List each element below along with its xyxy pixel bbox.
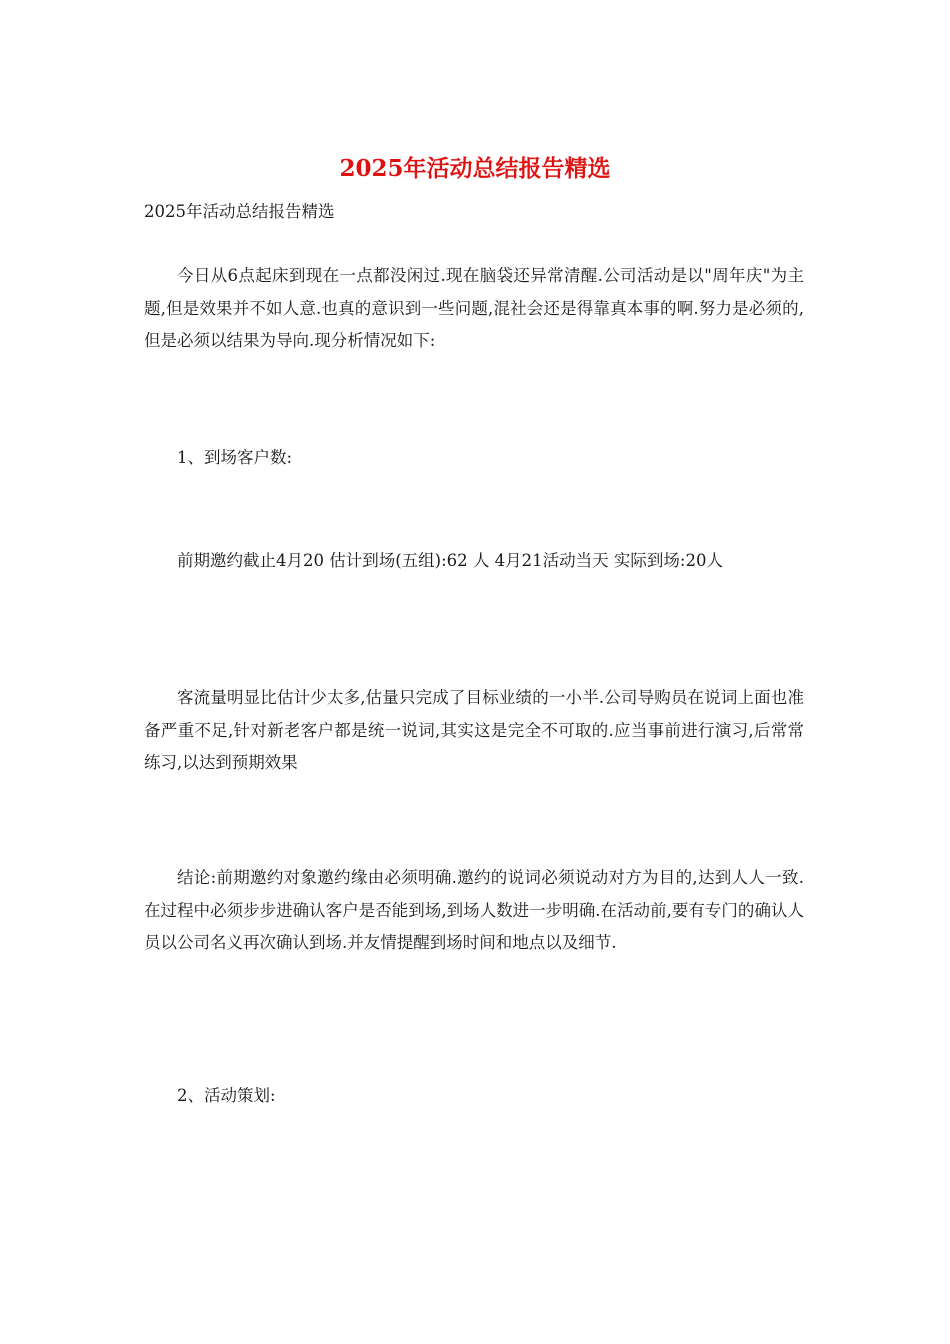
document-subtitle: 2025年活动总结报告精选 — [144, 202, 335, 221]
section-heading-planning: 2、活动策划: — [177, 1086, 276, 1105]
analysis-paragraph: 客流量明显比估计少太多,估量只完成了目标业绩的一小半.公司导购员在说词上面也准备严重不足,针对新老客户都是统一说词,其实这是完全不可取的.应当事前进行演习,后常常练习,以达到预期效果 — [144, 688, 804, 772]
document-title: 2025年活动总结报告精选 — [339, 155, 611, 182]
intro-paragraph: 今日从6点起床到现在一点都没闲过.现在脑袋还异常清醒.公司活动是以"周年庆"为主题,但是效果并不如人意.也真的意识到一些问题,混社会还是得靠真本事的啊.努力是必须的,但是必须以结果为导向.现分析情况如下: — [144, 266, 804, 350]
attendance-paragraph: 前期邀约截止4月20 估计到场(五组):62 人 4月21活动当天 实际到场:20人 — [177, 551, 723, 570]
section-heading-attendance: 1、到场客户数: — [177, 448, 293, 467]
conclusion-paragraph: 结论:前期邀约对象邀约缘由必须明确.邀约的说词必须说动对方为目的,达到人人一致.在过程中必须步步进确认客户是否能到场,到场人数进一步明确.在活动前,要有专门的确认人员以公司名义再次确认到场.并友情提醒到场时间和地点以及细节. — [144, 868, 804, 952]
